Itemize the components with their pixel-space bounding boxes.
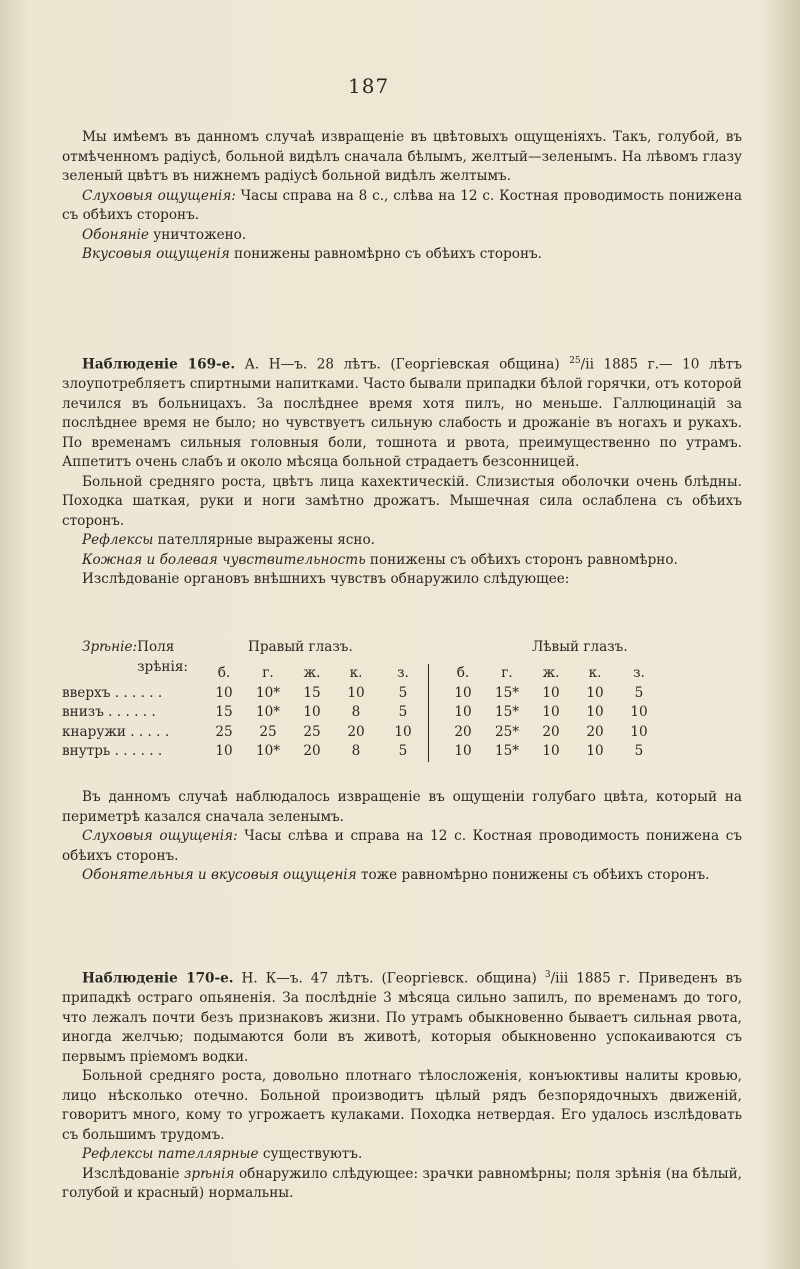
paragraph bbox=[62, 226, 742, 246]
paragraph: Мы имѣемъ въ данномъ случаѣ извращеніе въ цвѣтовыхъ ощущеніяхъ. Такъ, голубой, въ отмѣченномъ радіусѣ, больной видѣлъ сначала бѣлымъ, желтый—зеленымъ. На лѣвомъ глазу зеленый цвѣтъ въ нижнемъ радіусѣ больной видѣлъ желтымъ. bbox=[62, 129, 742, 184]
section-sensation-findings bbox=[62, 788, 742, 886]
section-sensation-summary bbox=[62, 128, 742, 265]
col-header: г. bbox=[262, 665, 274, 681]
observation-title: Наблюденіе 169-е. bbox=[82, 356, 236, 373]
cell: 15 bbox=[215, 704, 233, 720]
cell: 10 bbox=[303, 704, 321, 720]
cell: 5 bbox=[634, 743, 644, 759]
cell: 8 bbox=[351, 704, 361, 720]
observation-169 bbox=[62, 352, 742, 590]
paragraph-text: /ii 1885 г.— 10 лѣтъ злоупотребляетъ спиртными напитками. Часто бывали припадки бѣлой горячки, отъ которой лечился въ больницахъ. За послѣднее время хотя пилъ, но меньше. Галлюцинацій за послѣднее время не было; но чувствуетъ сильную слабость и дрожаніе въ ногахъ и рукахъ. По временамъ сильныя головныя боли, тошнота и рвота, преимущественно по утрамъ. Аппетитъ очень слабъ и около мѣсяца больной страдаетъ безсонницей. bbox=[62, 356, 742, 471]
paragraph-text: уничтожено. bbox=[148, 226, 247, 243]
cell: 20 bbox=[347, 723, 365, 740]
paragraph: Въ данномъ случаѣ наблюдалось извращеніе въ ощущеніи голубаго цвѣта, который на периметрѣ казался сначала зеленымъ. bbox=[62, 789, 742, 825]
table-row bbox=[62, 703, 661, 723]
cell: 10 bbox=[454, 684, 472, 701]
cell: 10* bbox=[255, 743, 281, 759]
paragraph bbox=[62, 1145, 742, 1165]
cell: 5 bbox=[378, 684, 429, 704]
table-row bbox=[62, 742, 661, 762]
paragraph-text: понижены съ обѣихъ сторонъ равномѣрно. bbox=[365, 551, 678, 568]
col-header: з. bbox=[378, 664, 429, 684]
vision-fields-section bbox=[62, 638, 742, 762]
cell: 20 bbox=[586, 723, 604, 740]
cell: 10* bbox=[255, 704, 281, 720]
fields-label: Поля зрѣнія: bbox=[137, 639, 188, 675]
cell: 25 bbox=[303, 723, 321, 740]
italic-label: Рефлексы bbox=[82, 532, 154, 549]
paragraph: Больной средняго роста, цвѣтъ лица кахектическій. Слизистыя оболочки очень блѣдны. Походка шаткая, руки и ноги замѣтно дрожатъ. Мышечная сила ослаблена съ обѣихъ сторонъ. bbox=[62, 473, 742, 529]
col-header: б. bbox=[456, 665, 470, 681]
italic-label: Вкусовыя ощущенія bbox=[82, 246, 230, 262]
cell: 5 bbox=[378, 703, 429, 723]
paragraph: Больной средняго роста, довольно плотнаго тѣлосложенія, конъюктивы налиты кровью, лицо нѣсколько отечно. Больной производитъ цѣлый рядъ безпорядочныхъ движеній, говоритъ много, кому то угрожаетъ кулаками. Походка нетвердая. Его удалось изслѣдовать съ большимъ трудомъ. bbox=[62, 1068, 742, 1143]
paragraph-text: понижены равномѣрно съ обѣихъ сторонъ. bbox=[229, 246, 542, 262]
paragraph-text: /iii 1885 г. Приведенъ въ припадкѣ остраго опьяненія. За послѣдніе 3 мѣсяца сильно запилъ, по временамъ до того, что лежалъ почти безъ признаковъ жизни. По утрамъ обыкновенно бываетъ сильная рвота, иногда желчью; подымаются боли въ животѣ, которыя обыкновенно успокаиваются съ первымъ пріемомъ водки. bbox=[62, 970, 742, 1065]
col-header: к. bbox=[588, 665, 602, 681]
italic-label: зрѣнія bbox=[184, 1165, 235, 1182]
cell: 5 bbox=[634, 684, 644, 701]
cell: 20 bbox=[454, 723, 472, 740]
paragraph bbox=[62, 866, 742, 886]
paragraph-text: существуютъ. bbox=[258, 1146, 363, 1163]
col-header: ж. bbox=[303, 665, 321, 681]
col-header: ж. bbox=[542, 665, 560, 681]
cell: 25* bbox=[494, 723, 520, 740]
cell: 15 bbox=[303, 684, 321, 701]
cell: 20 bbox=[542, 723, 560, 740]
paragraph-text: обнаружило слѣдующее: зрачки равномѣрны; поля зрѣнія (на бѣлый, голубой и красный) нормальны. bbox=[62, 1165, 742, 1202]
cell: 15* bbox=[494, 704, 520, 720]
italic-label: Обонятельныя и вкусовыя ощущенія bbox=[82, 867, 357, 883]
paragraph: Изслѣдованіе органовъ внѣшнихъ чувствъ обнаружило слѣдующее: bbox=[82, 571, 570, 588]
cell: 10 bbox=[586, 743, 604, 759]
paragraph bbox=[62, 551, 742, 571]
cell: 10 bbox=[542, 704, 560, 720]
italic-label: Рефлексы пателлярные bbox=[82, 1146, 259, 1163]
cell: 10 bbox=[542, 743, 560, 759]
page-number: 187 bbox=[348, 74, 390, 98]
paragraph-text: Изслѣдованіе bbox=[82, 1165, 184, 1182]
table-row bbox=[62, 684, 661, 704]
row-label: внутрь . . . . . . bbox=[62, 743, 163, 759]
italic-label: Слуховыя ощущенія: bbox=[82, 828, 238, 844]
col-header: б. bbox=[217, 665, 231, 681]
paragraph bbox=[62, 245, 742, 265]
date-superscript: 25 bbox=[569, 356, 581, 366]
paragraph-text: пателлярные выражены ясно. bbox=[153, 532, 375, 549]
observation-title: Наблюденіе 170-е. bbox=[82, 970, 234, 987]
cell: 5 bbox=[378, 742, 429, 762]
paragraph-text: А. Н—ъ. 28 лѣтъ. (Георгіевская община) bbox=[235, 356, 570, 373]
col-header: г. bbox=[501, 665, 513, 681]
cell: 15* bbox=[494, 684, 520, 701]
italic-label: Слуховыя ощущенія: bbox=[82, 187, 236, 204]
cell: 15* bbox=[494, 743, 520, 759]
observation-170 bbox=[62, 966, 742, 1204]
col-header: з. bbox=[633, 665, 645, 681]
cell: 10 bbox=[215, 743, 233, 759]
cell: 10 bbox=[454, 704, 472, 720]
paragraph bbox=[62, 352, 742, 473]
paragraph-text: Н. К—ъ. 47 лѣтъ. (Георгіевск. община) bbox=[233, 970, 545, 987]
italic-label: Зрѣніе: bbox=[82, 639, 138, 655]
vision-label bbox=[82, 638, 188, 675]
right-eye-heading: Правый глазъ. bbox=[248, 639, 353, 655]
row-label: внизъ . . . . . . bbox=[62, 704, 156, 720]
paragraph bbox=[62, 1165, 742, 1204]
date-superscript: 3 bbox=[544, 970, 551, 980]
cell: 10 bbox=[454, 743, 472, 759]
italic-label: Обоняніе bbox=[82, 226, 149, 243]
italic-label: Кожная и болевая чувствительность bbox=[82, 551, 366, 568]
cell: 10 bbox=[347, 684, 365, 701]
cell: 10 bbox=[586, 704, 604, 720]
cell: 10 bbox=[378, 723, 429, 743]
cell: 25 bbox=[215, 723, 233, 740]
table-row bbox=[62, 723, 661, 743]
col-header: к. bbox=[349, 665, 363, 681]
paragraph-text: тоже равномѣрно понижены съ обѣихъ сторонъ. bbox=[356, 867, 710, 883]
paragraph bbox=[62, 531, 742, 551]
paragraph-text: Часы слѣва и справа на 12 с. Костная проводимость понижена съ обѣихъ сторонъ. bbox=[62, 828, 742, 864]
row-label: кнаружи . . . . . bbox=[62, 723, 170, 740]
vision-header bbox=[62, 638, 742, 675]
paragraph bbox=[62, 187, 742, 226]
cell: 10 bbox=[630, 723, 648, 740]
cell: 10 bbox=[215, 684, 233, 701]
cell: 10 bbox=[542, 684, 560, 701]
cell: 10 bbox=[586, 684, 604, 701]
paragraph bbox=[62, 827, 742, 866]
paragraph bbox=[62, 966, 742, 1067]
row-label: вверхъ . . . . . . bbox=[62, 684, 163, 701]
vision-fields-table bbox=[62, 664, 661, 762]
cell: 20 bbox=[303, 743, 321, 759]
cell: 10* bbox=[255, 684, 281, 701]
cell: 8 bbox=[351, 743, 361, 759]
left-eye-heading: Лѣвый глазъ. bbox=[532, 639, 628, 655]
cell: 25 bbox=[259, 723, 277, 740]
paragraph-text: Часы справа на 8 с., слѣва на 12 с. Костная проводимость понижена съ обѣихъ сторонъ. bbox=[62, 187, 742, 223]
cell: 10 bbox=[630, 704, 648, 720]
